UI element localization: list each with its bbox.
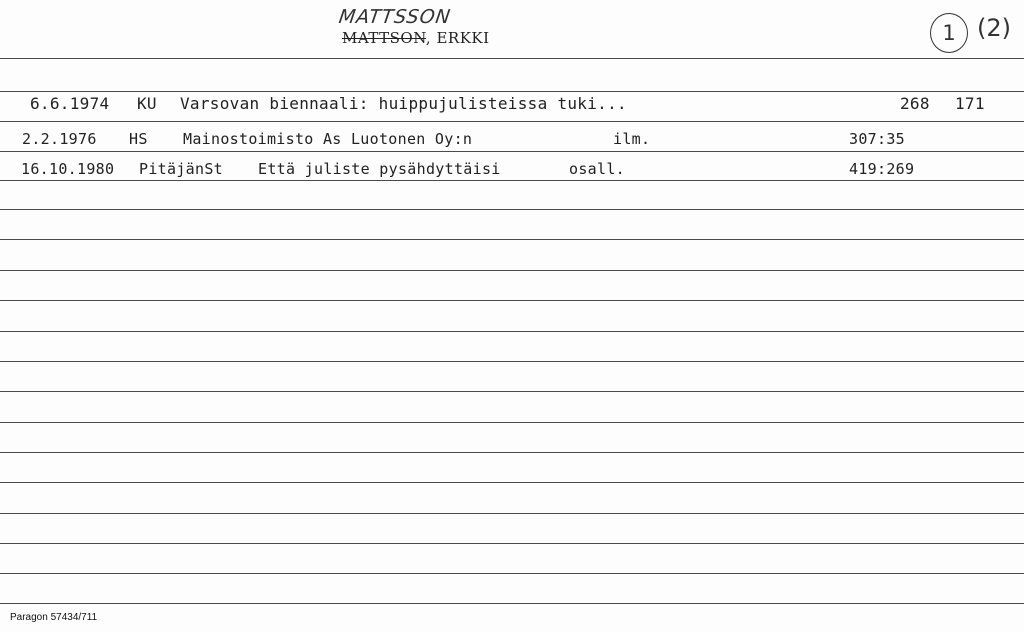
entry-source: KU <box>137 94 157 113</box>
card-total: (2) <box>977 14 1012 42</box>
rule-line <box>0 270 1024 271</box>
entry-note: osall. <box>569 160 625 178</box>
card-number-circle <box>930 13 968 53</box>
rule-line <box>0 331 1024 332</box>
rule-line <box>0 58 1024 59</box>
rule-line <box>0 121 1024 122</box>
rule-line <box>0 239 1024 240</box>
entry-title: Että juliste pysähdyttäisi <box>258 160 501 178</box>
entry-source: HS <box>129 130 148 148</box>
rule-line <box>0 391 1024 392</box>
typed-name <box>342 29 490 47</box>
rule-line <box>0 482 1024 483</box>
print-code: Paragon 57434/711 <box>10 612 98 623</box>
rule-line <box>0 151 1024 152</box>
entry-date: 6.6.1974 <box>30 94 110 113</box>
rule-line <box>0 361 1024 362</box>
rule-line <box>0 603 1024 604</box>
entry-ref-a: 419:269 <box>849 160 915 178</box>
entry-title: Mainostoimisto As Luotonen Oy:n <box>183 130 473 148</box>
card-total-value: 2 <box>986 14 1002 42</box>
rule-line <box>0 513 1024 514</box>
entry-date: 2.2.1976 <box>22 130 97 148</box>
entry-ref-b: 171 <box>955 94 985 113</box>
rule-line <box>0 422 1024 423</box>
rule-line <box>0 91 1024 92</box>
rule-line <box>0 543 1024 544</box>
rule-line <box>0 209 1024 210</box>
entry-ref-a: 268 <box>900 94 930 113</box>
entry-note: ilm. <box>613 130 651 148</box>
rule-line <box>0 452 1024 453</box>
rule-line <box>0 300 1024 301</box>
entry-source: PitäjänSt <box>139 160 223 178</box>
entry-date: 16.10.1980 <box>21 160 115 178</box>
given-name: ERKKI <box>436 29 490 47</box>
handwritten-surname: MATTSSON <box>337 6 453 28</box>
entry-title: Varsovan biennaali: huippujulisteissa tuki... <box>180 94 627 113</box>
rule-line <box>0 180 1024 181</box>
struck-surname: MATTSON <box>342 29 426 47</box>
name-separator: , <box>425 29 437 47</box>
rule-line <box>0 573 1024 574</box>
card-number: 1 <box>942 21 956 45</box>
entry-ref-a: 307:35 <box>849 130 905 148</box>
